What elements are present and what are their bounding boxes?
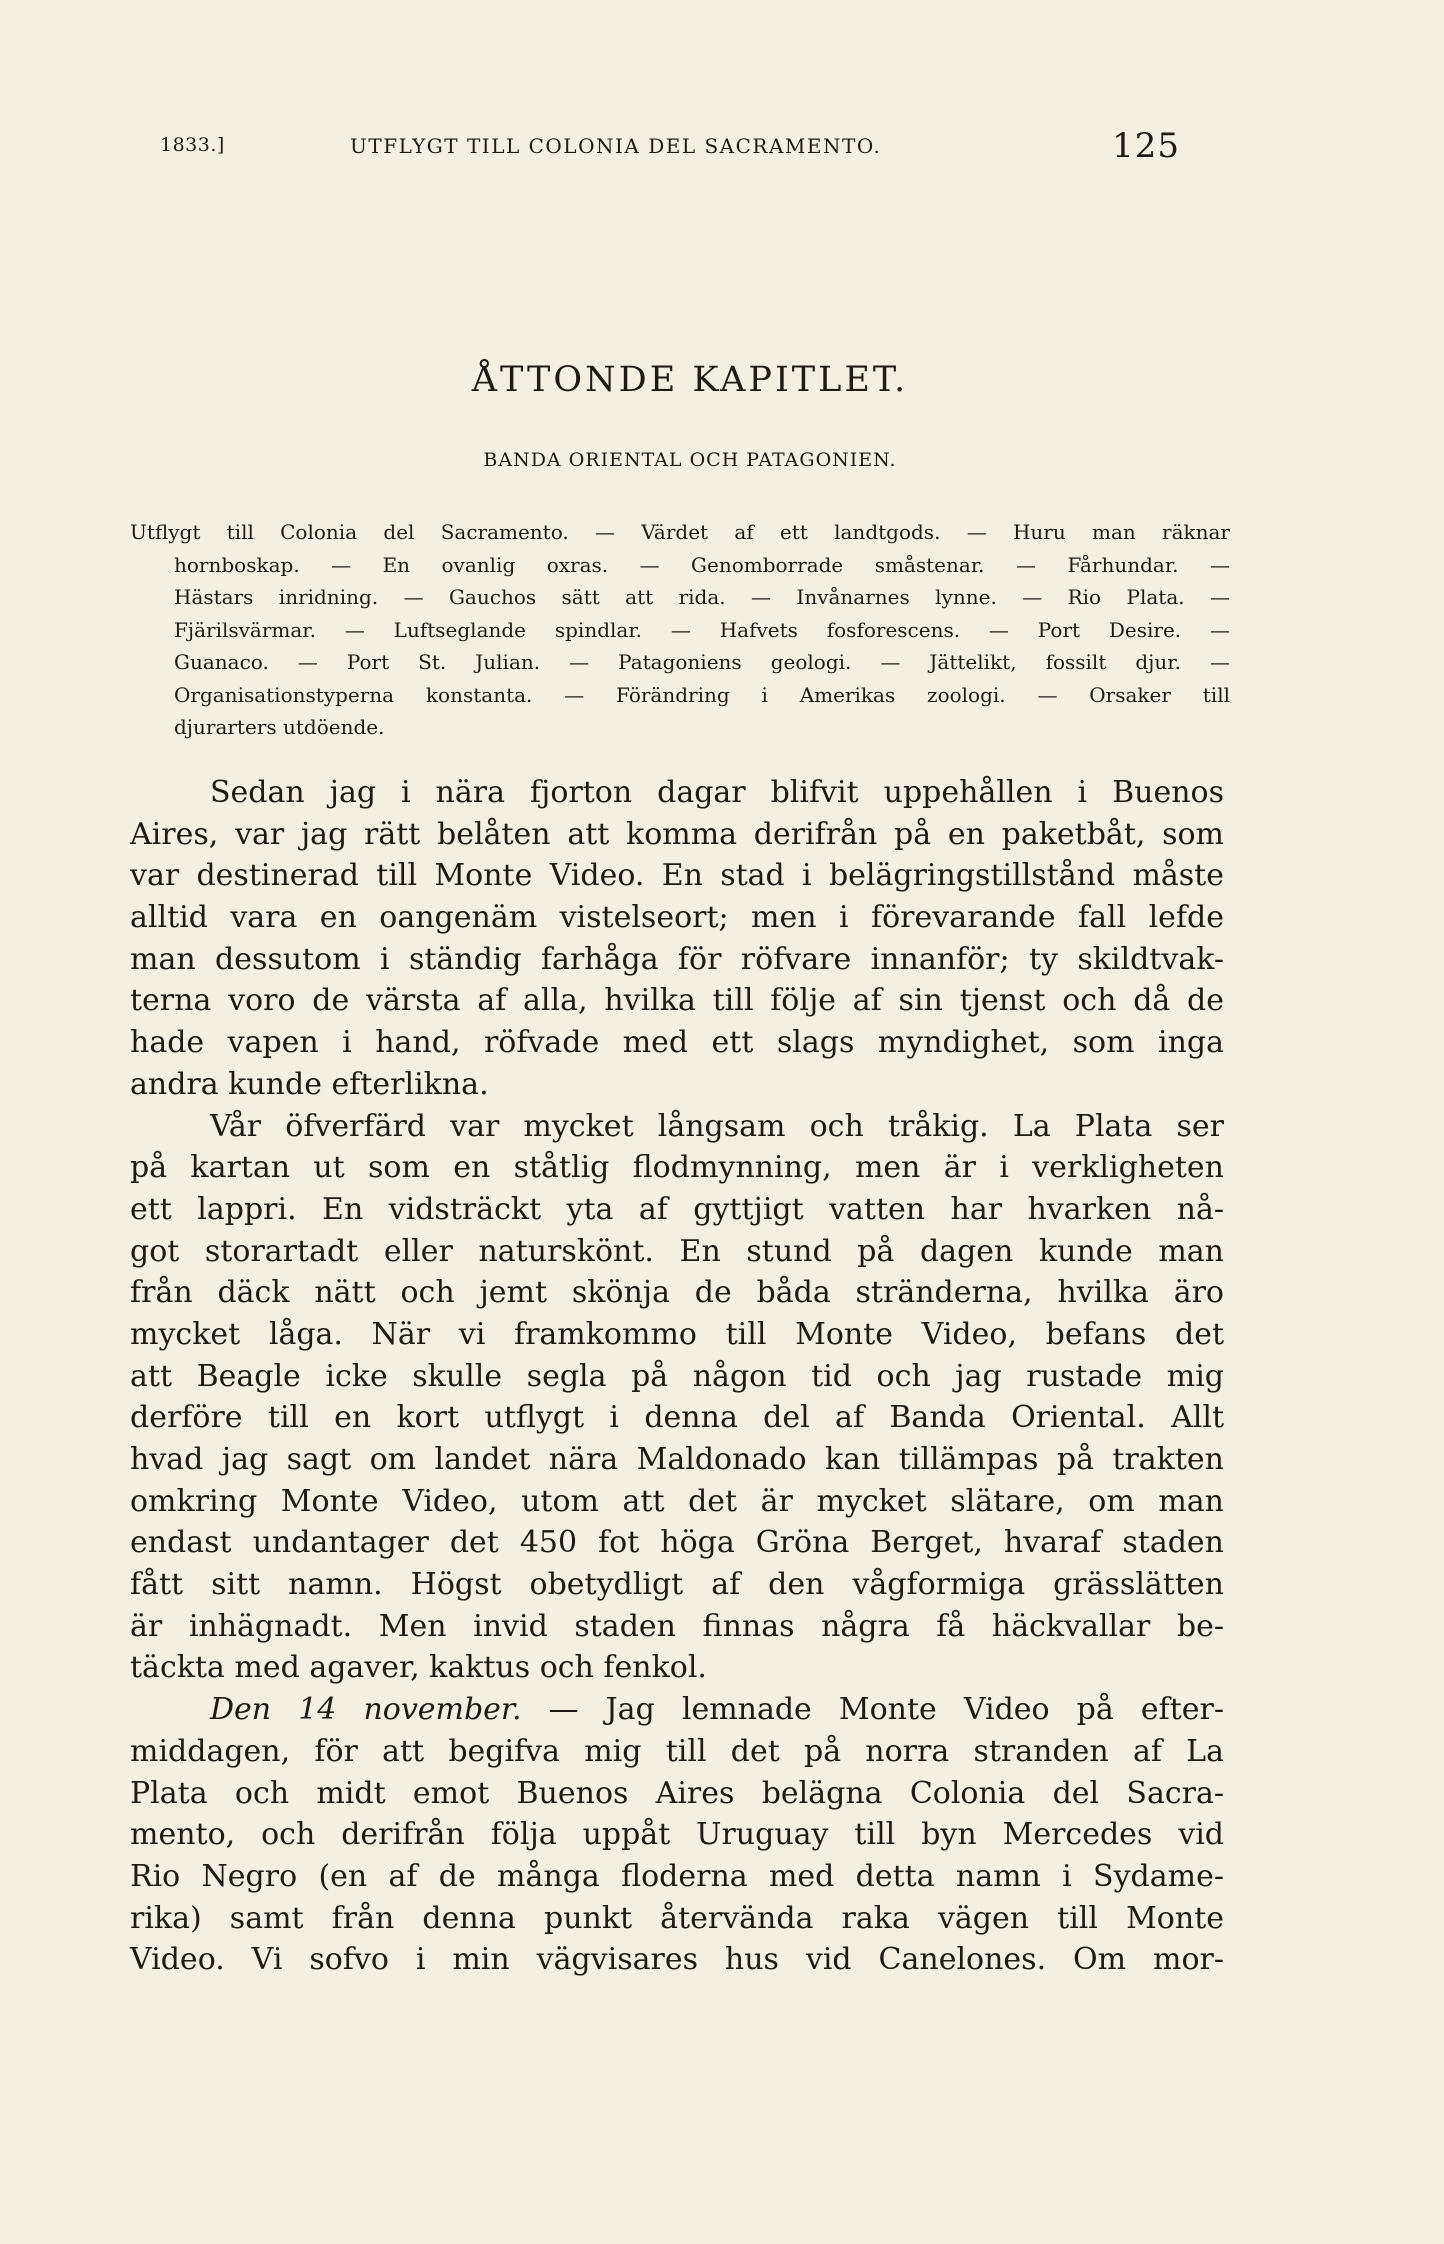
text-line: endast undantager det 450 fot höga Gröna Berget, hvaraf staden	[130, 1525, 1224, 1561]
running-head	[160, 126, 1180, 170]
text-line: Sedan jag i nära fjorton dagar blifvit uppehållen i Buenos	[210, 775, 1224, 810]
text-line: alltid vara en oangenäm vistelseort; men i förevarande fall lefde	[130, 900, 1224, 936]
text-line: mento, och derifrån följa uppåt Uruguay till byn Mercedes vid	[130, 1817, 1224, 1853]
summary-line: hornboskap. — En ovanlig oxras. — Genomborrade småstenar. — Fårhundar. —	[174, 552, 1230, 577]
text-line: middagen, för att begifva mig till det på norra stranden af La	[130, 1733, 1224, 1769]
text-line: Rio Negro (en af de många floderna med detta namn i Sydame-	[130, 1858, 1224, 1894]
running-head-title: UTFLYGT TILL COLONIA DEL SACRAMENTO.	[350, 134, 882, 158]
text-line: man dessutom i ständig farhåga för röfvare innanför; ty skildtvak-	[130, 941, 1224, 977]
text-line: från däck nätt och jemt skönja de båda stränderna, hvilka äro	[130, 1275, 1224, 1311]
text-line: hade vapen i hand, röfvade med ett slags myndighet, som inga	[130, 1025, 1224, 1061]
text-line: Plata och midt emot Buenos Aires belägna Colonia del Sacra-	[130, 1775, 1224, 1811]
text-line: got storartadt eller naturskönt. En stund på dagen kunde man	[130, 1233, 1224, 1269]
summary-line: Guanaco. — Port St. Julian. — Patagoniens geologi. — Jättelikt, fossilt djur. —	[174, 650, 1230, 674]
summary-line: Fjärilsvärmar. — Luftseglande spindlar. — Hafvets fosforescens. — Port Desire. —	[174, 617, 1230, 642]
text-line: mycket låga. När vi framkommo till Monte Video, befans det	[130, 1316, 1224, 1352]
summary-line: Utflygt till Colonia del Sacramento. — Värdet af ett landtgods. — Huru man räknar	[130, 520, 1230, 544]
page-number: 125	[1112, 126, 1180, 166]
text-line: rika) samt från denna punkt återvända raka vägen till Monte	[130, 1900, 1224, 1936]
text-line: derföre till en kort utflygt i denna del af Banda Oriental. Allt	[130, 1400, 1224, 1436]
text-line: andra kunde efterlikna.	[130, 1066, 489, 1102]
text-line: Video. Vi sofvo i min vägvisares hus vid Canelones. Om mor-	[130, 1942, 1224, 1978]
chapter-subtitle: BANDA ORIENTAL OCH PATAGONIEN.	[483, 449, 897, 471]
chapter-summary	[130, 516, 1230, 744]
text-line: hvad jag sagt om landet nära Maldonado kan tillämpas på trakten	[130, 1442, 1224, 1477]
text-line: på kartan ut som en ståtlig flodmynning, men är i verkligheten	[130, 1150, 1224, 1186]
text-line: att Beagle icke skulle segla på någon tid och jag rustade mig	[130, 1358, 1224, 1394]
text-line: Vår öfverfärd var mycket långsam och tråkig. La Plata ser	[210, 1108, 1224, 1144]
text-line	[130, 1689, 1224, 1731]
chapter-title: ÅTTONDE KAPITLET.	[471, 360, 909, 400]
text-line: är inhägnadt. Men invid staden finnas några få häckvallar be-	[130, 1608, 1224, 1644]
text-line: var destinerad till Monte Video. En stad i belägringstillstånd måste	[130, 858, 1224, 894]
text-line: fått sitt namn. Högst obetydligt af den vågformiga grässlätten	[130, 1567, 1224, 1603]
text-line: terna voro de värsta af alla, hvilka till följe af sin tjenst och då de	[130, 983, 1224, 1019]
summary-line: Hästars inridning. — Gauchos sätt att rida. — Invånarnes lynne. — Rio Plata. —	[174, 585, 1230, 609]
date-line-text: — Jag lemnade Monte Video på efter-	[521, 1692, 1224, 1728]
running-head-year: 1833.]	[160, 134, 225, 156]
text-line: ett lappri. En vidsträckt yta af gyttjigt vatten har hvarken nå-	[130, 1191, 1224, 1227]
text-line: täckta med agaver, kaktus och fenkol.	[130, 1650, 707, 1686]
date-heading: Den 14 november.	[210, 1692, 522, 1728]
summary-line: Organisationstyperna konstanta. — Förändring i Amerikas zoologi. — Orsaker till	[174, 682, 1230, 707]
summary-line: djurarters utdöende.	[174, 715, 385, 739]
text-line: omkring Monte Video, utom att det är mycket slätare, om man	[130, 1483, 1224, 1519]
text-line: Aires, var jag rätt belåten att komma derifrån på en paketbåt, som	[130, 816, 1224, 852]
body-text	[130, 772, 1224, 1981]
